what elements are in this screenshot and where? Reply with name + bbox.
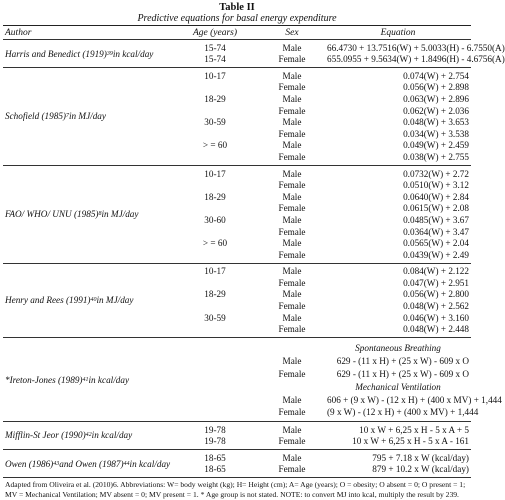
equation-cell: Mechanical Ventilation xyxy=(355,381,441,392)
sex-cell: Female xyxy=(278,82,306,93)
age-cell: > = 60 xyxy=(202,238,228,249)
table-group xyxy=(3,40,505,68)
age-cell: 19-78 xyxy=(204,424,226,435)
age-cell: 30-59 xyxy=(204,312,226,323)
table-row xyxy=(173,168,471,180)
age-cell: 18-29 xyxy=(204,93,226,104)
equation-cell: 0.0732(W) + 2.72 xyxy=(403,168,469,179)
author-name: Harris and Benedict (1919) xyxy=(5,48,107,59)
sex-cell: Female xyxy=(278,277,306,288)
equation-cell: 0.0364(W) + 3.47 xyxy=(403,226,469,237)
sex-cell: Female xyxy=(278,407,306,418)
group-rows xyxy=(173,168,471,261)
age-cell: 18-65 xyxy=(204,464,226,475)
table-row xyxy=(173,277,471,289)
author-unit: in kcal/day xyxy=(91,430,133,441)
table-row xyxy=(173,289,471,301)
equation-cell: 0.084(W) + 2.122 xyxy=(403,266,469,277)
equation-cell: 0.047(W) + 2.951 xyxy=(403,277,469,288)
table-row xyxy=(173,191,471,203)
equation-cell: 0.0510(W) + 3.12 xyxy=(403,180,469,191)
equation-cell: 0.056(W) + 2.898 xyxy=(403,82,469,93)
table-row xyxy=(173,300,471,312)
author-unit: and Owen (1987) xyxy=(59,458,124,469)
equation-cell: 0.074(W) + 2.754 xyxy=(403,70,469,81)
table-row xyxy=(173,214,471,226)
table-row xyxy=(173,435,471,447)
sex-cell: Female xyxy=(278,369,306,380)
sex-cell: Male xyxy=(282,312,302,323)
author-reference: 7 xyxy=(65,113,69,120)
equation-cell: Spontaneous Breathing xyxy=(355,343,441,354)
table-row xyxy=(173,151,471,163)
equation-cell: 10 x W + 6,25 x H - 5 x A + 5 xyxy=(359,424,469,435)
author-name: *Ireton-Jones (1989) xyxy=(5,375,83,386)
author-unit: in MJ/day xyxy=(96,295,134,306)
author-name: Mifflin-St Jeor (1990) xyxy=(5,430,86,441)
equation-cell: 795 + 7.18 x W (kcal/day) xyxy=(372,452,469,463)
group-rows xyxy=(173,342,502,419)
author-reference: 39 xyxy=(106,50,113,57)
sex-cell: Male xyxy=(282,424,302,435)
sex-cell: Female xyxy=(278,464,306,475)
table-row xyxy=(173,226,471,238)
age-cell: 30-59 xyxy=(204,117,226,128)
header-author: Author xyxy=(5,27,32,38)
author-reference: 43 xyxy=(53,460,60,467)
equation-cell: 0.063(W) + 2.896 xyxy=(403,93,469,104)
table-row xyxy=(173,380,471,393)
sex-cell: Female xyxy=(278,324,306,335)
sex-cell: Male xyxy=(282,117,302,128)
age-cell: 19-78 xyxy=(204,436,226,447)
table-row xyxy=(173,406,479,419)
sex-cell: Male xyxy=(282,191,302,202)
equation-cell: 0.0615(W) + 2.08 xyxy=(403,203,469,214)
age-cell: 10-17 xyxy=(204,168,226,179)
sex-cell: Female xyxy=(278,180,306,191)
sex-cell: Female xyxy=(278,301,306,312)
table-row xyxy=(173,424,471,436)
equation-cell: 0.0485(W) + 3.67 xyxy=(403,214,469,225)
table-row xyxy=(173,452,471,464)
group-rows xyxy=(173,424,471,447)
table-footnote: Adapted from Oliveira et al. (2010)6. Abbreviations: W= body weight (kg); H= Height (cm); A= Age (years); O = obesity; O absent = 0; O present = 1; MV = Mechanical Ventilation; MV absent = 0; MV present = 1. * Age group is not stated. NOTE: to convert MJ into kcal, multiply the result by 239. xyxy=(5,480,466,500)
sex-cell: Female xyxy=(278,105,306,116)
author-unit: in kcal/day xyxy=(129,458,171,469)
sex-cell: Male xyxy=(282,168,302,179)
sex-cell: Male xyxy=(282,356,302,367)
table-row xyxy=(173,82,471,94)
sex-cell: Male xyxy=(282,214,302,225)
sex-cell: Female xyxy=(278,128,306,139)
sex-cell: Female xyxy=(278,249,306,260)
table-row xyxy=(173,464,471,476)
author-unit: in kcal/day xyxy=(88,375,130,386)
equation-cell: 0.038(W) + 2.755 xyxy=(403,151,469,162)
equation-cell: 66.4730 + 13.7516(W) + 5.0033(H) - 6.7550(A) xyxy=(327,42,505,53)
equation-cell: 655.0955 + 9.5634(W) + 1.8496(H) - 4.6756(A) xyxy=(327,54,505,65)
author-name: FAO/ WHO/ UNU (1985) xyxy=(5,209,99,220)
table-row xyxy=(173,128,471,140)
author-unit: in kcal/day xyxy=(112,48,154,59)
table-group xyxy=(3,338,502,422)
age-cell: 10-17 xyxy=(204,266,226,277)
age-cell: > = 60 xyxy=(202,140,228,151)
equation-cell: 0.0565(W) + 2.04 xyxy=(403,238,469,249)
age-cell: 18-29 xyxy=(204,289,226,300)
sex-cell: Male xyxy=(282,238,302,249)
sex-cell: Female xyxy=(278,226,306,237)
equation-cell: 0.046(W) + 3.160 xyxy=(403,312,469,323)
age-cell: 15-74 xyxy=(204,54,226,65)
age-cell: 10-17 xyxy=(204,70,226,81)
table-row xyxy=(173,93,471,105)
sex-cell: Female xyxy=(278,203,306,214)
author-unit: in MJ/day xyxy=(101,209,139,220)
table-group xyxy=(3,450,471,478)
table-row xyxy=(173,393,502,406)
table-row xyxy=(173,323,471,335)
author-cell xyxy=(3,342,173,419)
sex-cell: Female xyxy=(278,54,306,65)
table-group xyxy=(3,68,471,166)
equation-cell: 0.0640(W) + 2.84 xyxy=(403,191,469,202)
sex-cell: Male xyxy=(282,140,302,151)
header-row xyxy=(3,26,471,39)
equation-cell: 0.048(W) + 2.562 xyxy=(403,301,469,312)
table-row xyxy=(173,54,505,66)
table-row xyxy=(173,249,471,261)
table-row xyxy=(173,266,471,278)
equation-cell: 0.056(W) + 2.800 xyxy=(403,289,469,300)
equation-cell: 0.062(W) + 2.036 xyxy=(403,105,469,116)
header-sex: Sex xyxy=(285,27,299,38)
sex-cell: Female xyxy=(278,436,306,447)
author-cell xyxy=(3,452,173,475)
table-subtitle: Predictive equations for basal energy expenditure xyxy=(137,13,337,24)
age-cell: 18-29 xyxy=(204,191,226,202)
author-reference: 44 xyxy=(123,460,130,467)
header-equation: Equation xyxy=(380,27,416,38)
author-cell xyxy=(3,266,173,336)
group-rows xyxy=(173,42,505,65)
table-group xyxy=(3,422,471,450)
author-cell xyxy=(3,168,173,261)
author-cell xyxy=(3,70,173,163)
table-row xyxy=(173,237,471,249)
table-group xyxy=(3,264,471,339)
equation-cell: 606 + (9 x W) - (12 x H) + (400 x MV) + 1,444 xyxy=(327,394,502,405)
author-reference: 42 xyxy=(85,432,92,439)
author-name: Henry and Rees (1991) xyxy=(5,295,91,306)
sex-cell: Male xyxy=(282,42,302,53)
age-cell: 15-74 xyxy=(204,42,226,53)
sex-cell: Male xyxy=(282,452,302,463)
author-cell xyxy=(3,424,173,447)
header-age: Age (years) xyxy=(192,27,238,38)
author-reference: 41 xyxy=(82,377,89,384)
table-row xyxy=(173,342,471,355)
table-body xyxy=(3,40,505,478)
group-rows xyxy=(173,70,471,163)
equation-cell: 10 x W + 6,25 x H - 5 x A - 161 xyxy=(352,436,469,447)
author-name: Schofield (1985) xyxy=(5,111,66,122)
table-title: Table II xyxy=(219,2,255,13)
author-cell xyxy=(3,42,173,65)
sex-cell: Male xyxy=(282,289,302,300)
equation-cell: 0.048(W) + 3.653 xyxy=(403,117,469,128)
table-group xyxy=(3,166,471,264)
group-rows xyxy=(173,452,471,475)
equation-cell: 629 - (11 x H) + (25 x W) - 609 x O xyxy=(336,356,469,367)
table-container xyxy=(3,2,505,500)
table-row xyxy=(173,312,471,324)
equation-cell: 0.048(W) + 2.448 xyxy=(403,324,469,335)
equation-cell: (9 x W) - (12 x H) + (400 x MV) + 1,444 xyxy=(327,407,479,418)
table-row xyxy=(173,203,471,215)
age-cell: 18-65 xyxy=(204,452,226,463)
sex-cell: Female xyxy=(278,151,306,162)
table-row xyxy=(173,179,471,191)
age-cell: 30-60 xyxy=(204,214,226,225)
table-row xyxy=(173,42,505,54)
sex-cell: Male xyxy=(282,70,302,81)
group-rows xyxy=(173,266,471,336)
equation-cell: 879 + 10.2 x W (kcal/day) xyxy=(372,464,469,475)
equation-cell: 629 - (11 x H) + (25 x W) - 609 x O xyxy=(336,369,469,380)
equation-cell: 0.049(W) + 2.459 xyxy=(403,140,469,151)
sex-cell: Male xyxy=(282,394,302,405)
equation-cell: 0.0439(W) + 2.49 xyxy=(403,249,469,260)
author-name: Owen (1986) xyxy=(5,458,54,469)
table-row xyxy=(173,368,471,381)
author-unit: in MJ/day xyxy=(68,111,106,122)
sex-cell: Male xyxy=(282,266,302,277)
author-reference: 8 xyxy=(98,211,102,218)
sex-cell: Male xyxy=(282,93,302,104)
author-reference: 40 xyxy=(90,297,97,304)
table-row xyxy=(173,105,471,117)
table-row xyxy=(173,140,471,152)
table-row xyxy=(173,116,471,128)
equation-cell: 0.034(W) + 3.538 xyxy=(403,128,469,139)
table-row xyxy=(173,70,471,82)
table-row xyxy=(173,355,471,368)
